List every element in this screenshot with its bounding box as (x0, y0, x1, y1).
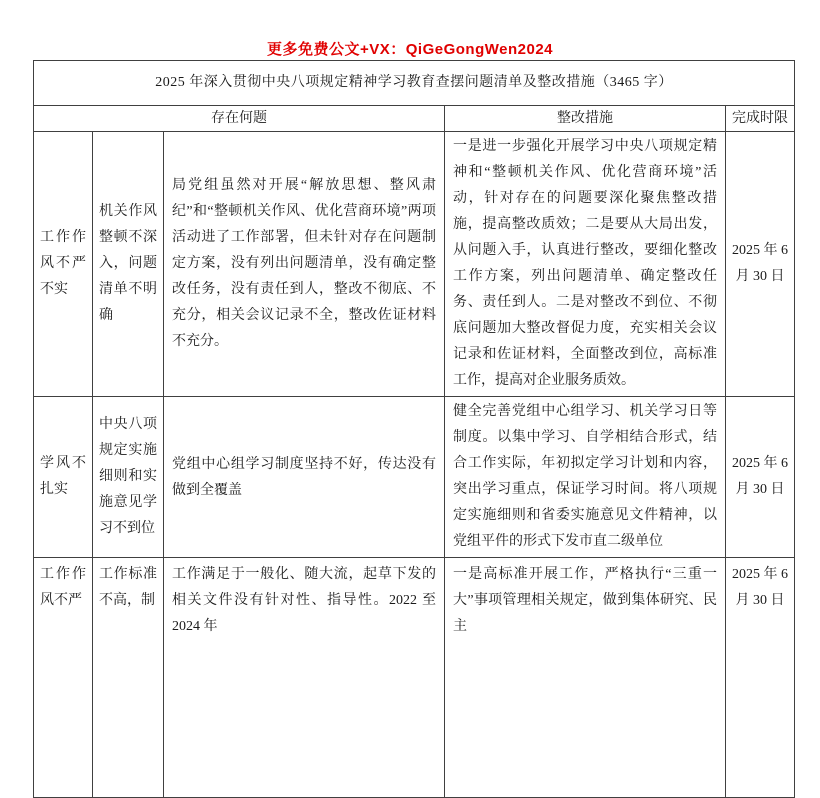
table-row (34, 558, 795, 798)
cell-category: 学风不扎实 (34, 397, 93, 558)
cell-measures: 一是进一步强化开展学习中央八项规定精神和“整顿机关作风、优化营商环境”活动，针对存在的问题要深化聚焦整改措施，提高整改质效；二是要从大局出发，从问题入手，认真进行整改，要细化整改工作方案，列出问题清单、确定整改任务、责任到人。二是对整改不到位、不彻底问题加大整改督促力度，充实相关会议记录和佐证材料，全面整改到位，高标准工作，提高对企业服务质效。 (445, 132, 726, 397)
cell-measures: 健全完善党组中心组学习、机关学习日等制度。以集中学习、自学相结合形式，结合工作实际，年初拟定学习计划和内容，突出学习重点，保证学习时间。将八项规定实施细则和省委实施意见文件精神，以党组平件的形式下发市直二级单位 (445, 397, 726, 558)
title-row (34, 61, 795, 106)
cell-sub-issue: 工作标准不高，制 (93, 558, 164, 798)
table-row (34, 397, 795, 558)
cell-category: 工作作风不严 (34, 558, 93, 798)
cell-category: 工作作风不严不实 (34, 132, 93, 397)
issues-table (33, 60, 795, 798)
cell-deadline: 2025 年 6 月 30 日 (726, 397, 795, 558)
cell-sub-issue: 机关作风整顿不深入，问题清单不明确 (93, 132, 164, 397)
column-header-measures: 整改措施 (445, 106, 726, 132)
cell-deadline: 2025 年 6 月 30 日 (726, 132, 795, 397)
column-header-problem: 存在何题 (34, 106, 445, 132)
column-header-deadline: 完成时限 (726, 106, 795, 132)
document-title: 2025 年深入贯彻中央八项规定精神学习教育查摆问题清单及整改措施（3465 字） (34, 61, 795, 106)
cell-measures: 一是高标准开展工作，严格执行“三重一大”事项管理相关规定，做到集体研究、民主 (445, 558, 726, 798)
promo-banner: 更多免费公文+VX：QiGeGongWen2024 (266, 41, 554, 58)
cell-problem: 局党组虽然对开展“解放思想、整风肃纪”和“整顿机关作风、优化营商环境”两项活动进了工作部署，但未针对存在问题制定方案，没有列出问题清单，没有确定整改任务，没有责任到人，整改不彻底、不充分，相关会议记录不全，整改佐证材料不充分。 (164, 132, 445, 397)
cell-deadline: 2025 年 6 月 30 日 (726, 558, 795, 798)
cell-problem: 党组中心组学习制度坚持不好，传达没有做到全覆盖 (164, 397, 445, 558)
header-row (34, 106, 795, 132)
table-row (34, 132, 795, 397)
cell-sub-issue: 中央八项规定实施细则和实施意见学习不到位 (93, 397, 164, 558)
cell-problem: 工作满足于一般化、随大流，起草下发的相关文件没有针对性、指导性。2022 至 2024 年 (164, 558, 445, 798)
